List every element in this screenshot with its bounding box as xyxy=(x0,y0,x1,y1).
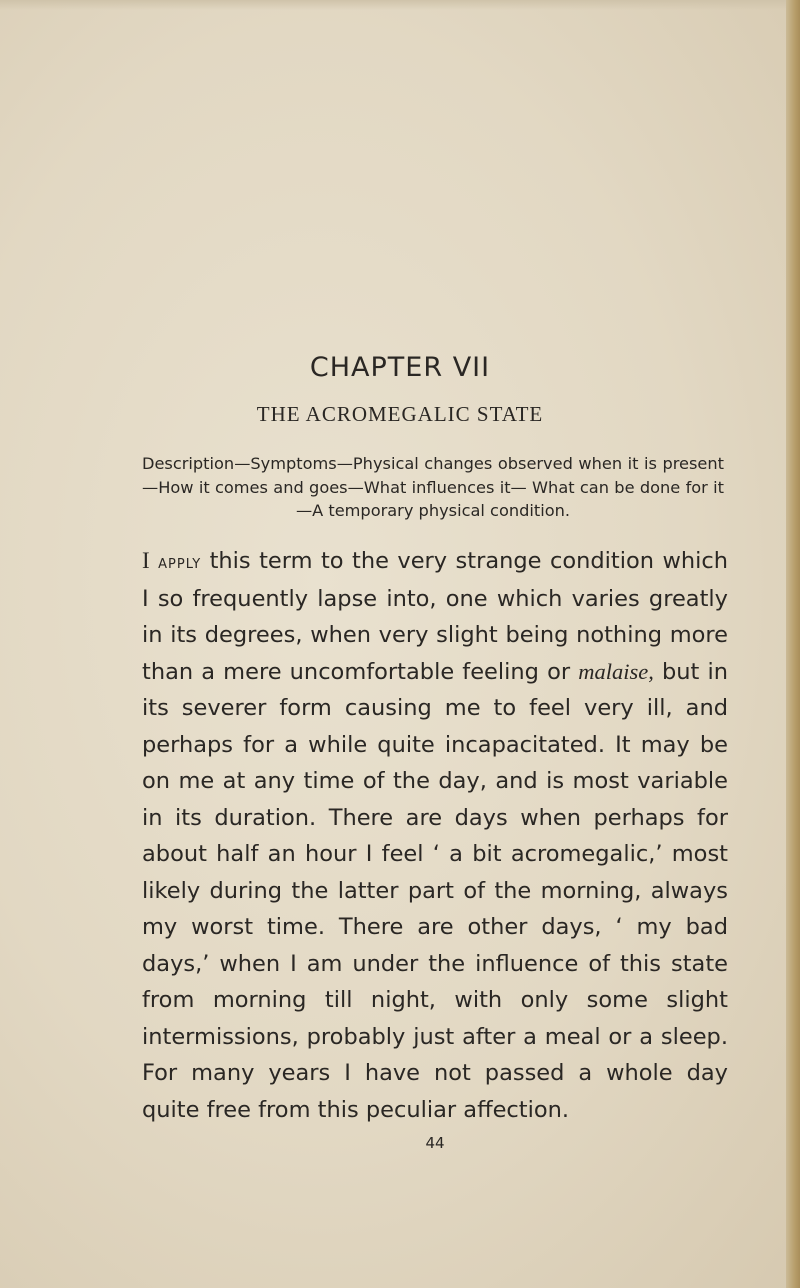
body-text-part1: this term to the very strange condition which I so frequently lapse into, one which varies greatly in its degrees, when very slight being nothing more than a mere uncomfortable feeling or xyxy=(142,548,728,685)
chapter-synopsis: Description—Symptoms—Physical changes observed when it is present—How it comes and goes—What influences it— What can be done for it—A temporary physical condition. xyxy=(142,454,724,520)
chapter-heading: CHAPTER VII xyxy=(309,352,491,383)
page-top-edge xyxy=(0,0,800,10)
lead-word: apply xyxy=(158,551,202,573)
page-number: 44 xyxy=(425,1134,445,1152)
body-text-part2: but in its severer form causing me to feel very ill, and perhaps for a while quite incapacitated. It may be on me at any time of the day, and is most variable in its duration. There are days when perhaps for about half an hour I feel ‘ a bit acromegalic,’ most likely during the latter part of the morning, always my worst time. There are other days, ‘ my bad days,’ when I am under the influence of this state from morning till night, with only some slight intermissions, probably just after a meal or a sleep. For many years I have not passed a whole day quite free from this peculiar affection. xyxy=(142,658,728,1123)
book-edge xyxy=(786,0,800,1288)
chapter-title: THE ACROMEGALIC STATE xyxy=(256,402,544,426)
initial-letter: I xyxy=(142,548,150,573)
italic-word: malaise, xyxy=(578,658,654,684)
body-paragraph xyxy=(142,543,728,1128)
